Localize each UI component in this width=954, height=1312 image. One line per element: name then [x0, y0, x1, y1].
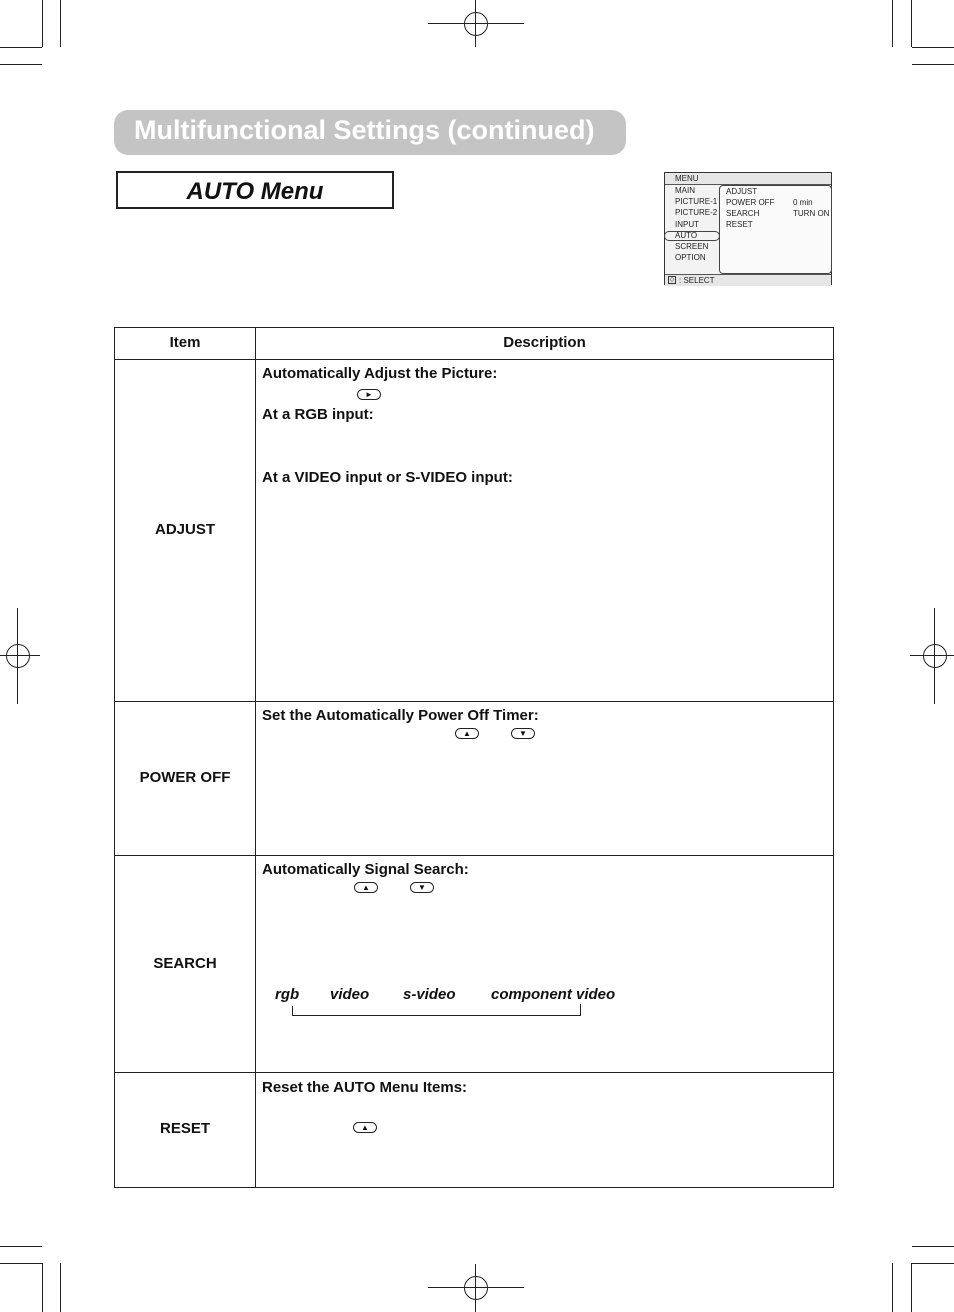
- power-off-heading: Set the Automatically Power Off Timer:: [262, 707, 539, 724]
- osd-sub-adjust: ADJUST: [726, 187, 758, 196]
- sequence-loop-line: [580, 1004, 581, 1016]
- osd-header: [665, 173, 831, 185]
- sequence-loop-line: [292, 1015, 581, 1016]
- right-button-icon: ►: [357, 389, 381, 400]
- search-heading: Automatically Signal Search:: [262, 861, 469, 878]
- header-item: Item: [169, 334, 201, 351]
- row-label-adjust: ADJUST: [154, 521, 215, 538]
- osd-footer-label: : SELECT: [679, 276, 715, 285]
- row-divider: [115, 359, 833, 360]
- osd-value-search: TURN ON: [793, 209, 830, 218]
- osd-sub-reset: RESET: [726, 220, 753, 229]
- page-title: Multifunctional Settings (continued): [134, 115, 595, 145]
- section-heading: AUTO Menu: [186, 178, 324, 205]
- row-divider: [115, 701, 833, 702]
- title-banner: [114, 110, 626, 155]
- down-button-icon: ▼: [511, 728, 535, 739]
- signal-rgb: rgb: [275, 986, 300, 1003]
- down-button-icon: ▼: [410, 882, 434, 893]
- osd-sub-power-off: POWER OFF: [726, 198, 775, 207]
- up-button-icon: ▲: [455, 728, 479, 739]
- osd-item-input: INPUT: [675, 220, 699, 229]
- osd-submenu: [719, 185, 832, 274]
- osd-item-main: MAIN: [675, 186, 695, 195]
- osd-item-option: OPTION: [675, 253, 706, 262]
- row-divider: [115, 1072, 833, 1073]
- up-button-icon: ▲: [353, 1122, 377, 1133]
- adjust-heading: Automatically Adjust the Picture:: [262, 365, 498, 382]
- osd-footer: [665, 274, 831, 286]
- adjust-video-heading: At a VIDEO input or S-VIDEO input:: [262, 469, 513, 486]
- osd-item-screen: SCREEN: [675, 242, 709, 251]
- up-button-icon: ▲: [354, 882, 378, 893]
- signal-video: video: [330, 986, 370, 1003]
- signal-component-video: component video: [491, 986, 616, 1003]
- row-divider: [115, 855, 833, 856]
- header-description: Description: [503, 334, 586, 351]
- osd-item-picture-2: PICTURE-2: [675, 208, 718, 217]
- osd-menu-illustration: [664, 172, 832, 285]
- osd-value-power-off: 0 min: [793, 198, 813, 207]
- osd-item-auto: AUTO: [675, 231, 698, 240]
- reset-heading: Reset the AUTO Menu Items:: [262, 1079, 468, 1096]
- select-button-icon: ◇: [669, 277, 675, 283]
- row-label-reset: RESET: [159, 1120, 210, 1137]
- osd-item-picture-1: PICTURE-1: [675, 197, 718, 206]
- osd-header-label: MENU: [675, 174, 699, 183]
- row-label-power-off: POWER OFF: [139, 769, 231, 786]
- settings-table: [114, 327, 834, 1188]
- section-heading-box: [116, 171, 394, 209]
- adjust-rgb-heading: At a RGB input:: [262, 406, 374, 423]
- column-divider: [255, 328, 256, 1187]
- signal-s-video: s-video: [403, 986, 456, 1003]
- osd-sub-search: SEARCH: [726, 209, 760, 218]
- row-label-search: SEARCH: [153, 955, 217, 972]
